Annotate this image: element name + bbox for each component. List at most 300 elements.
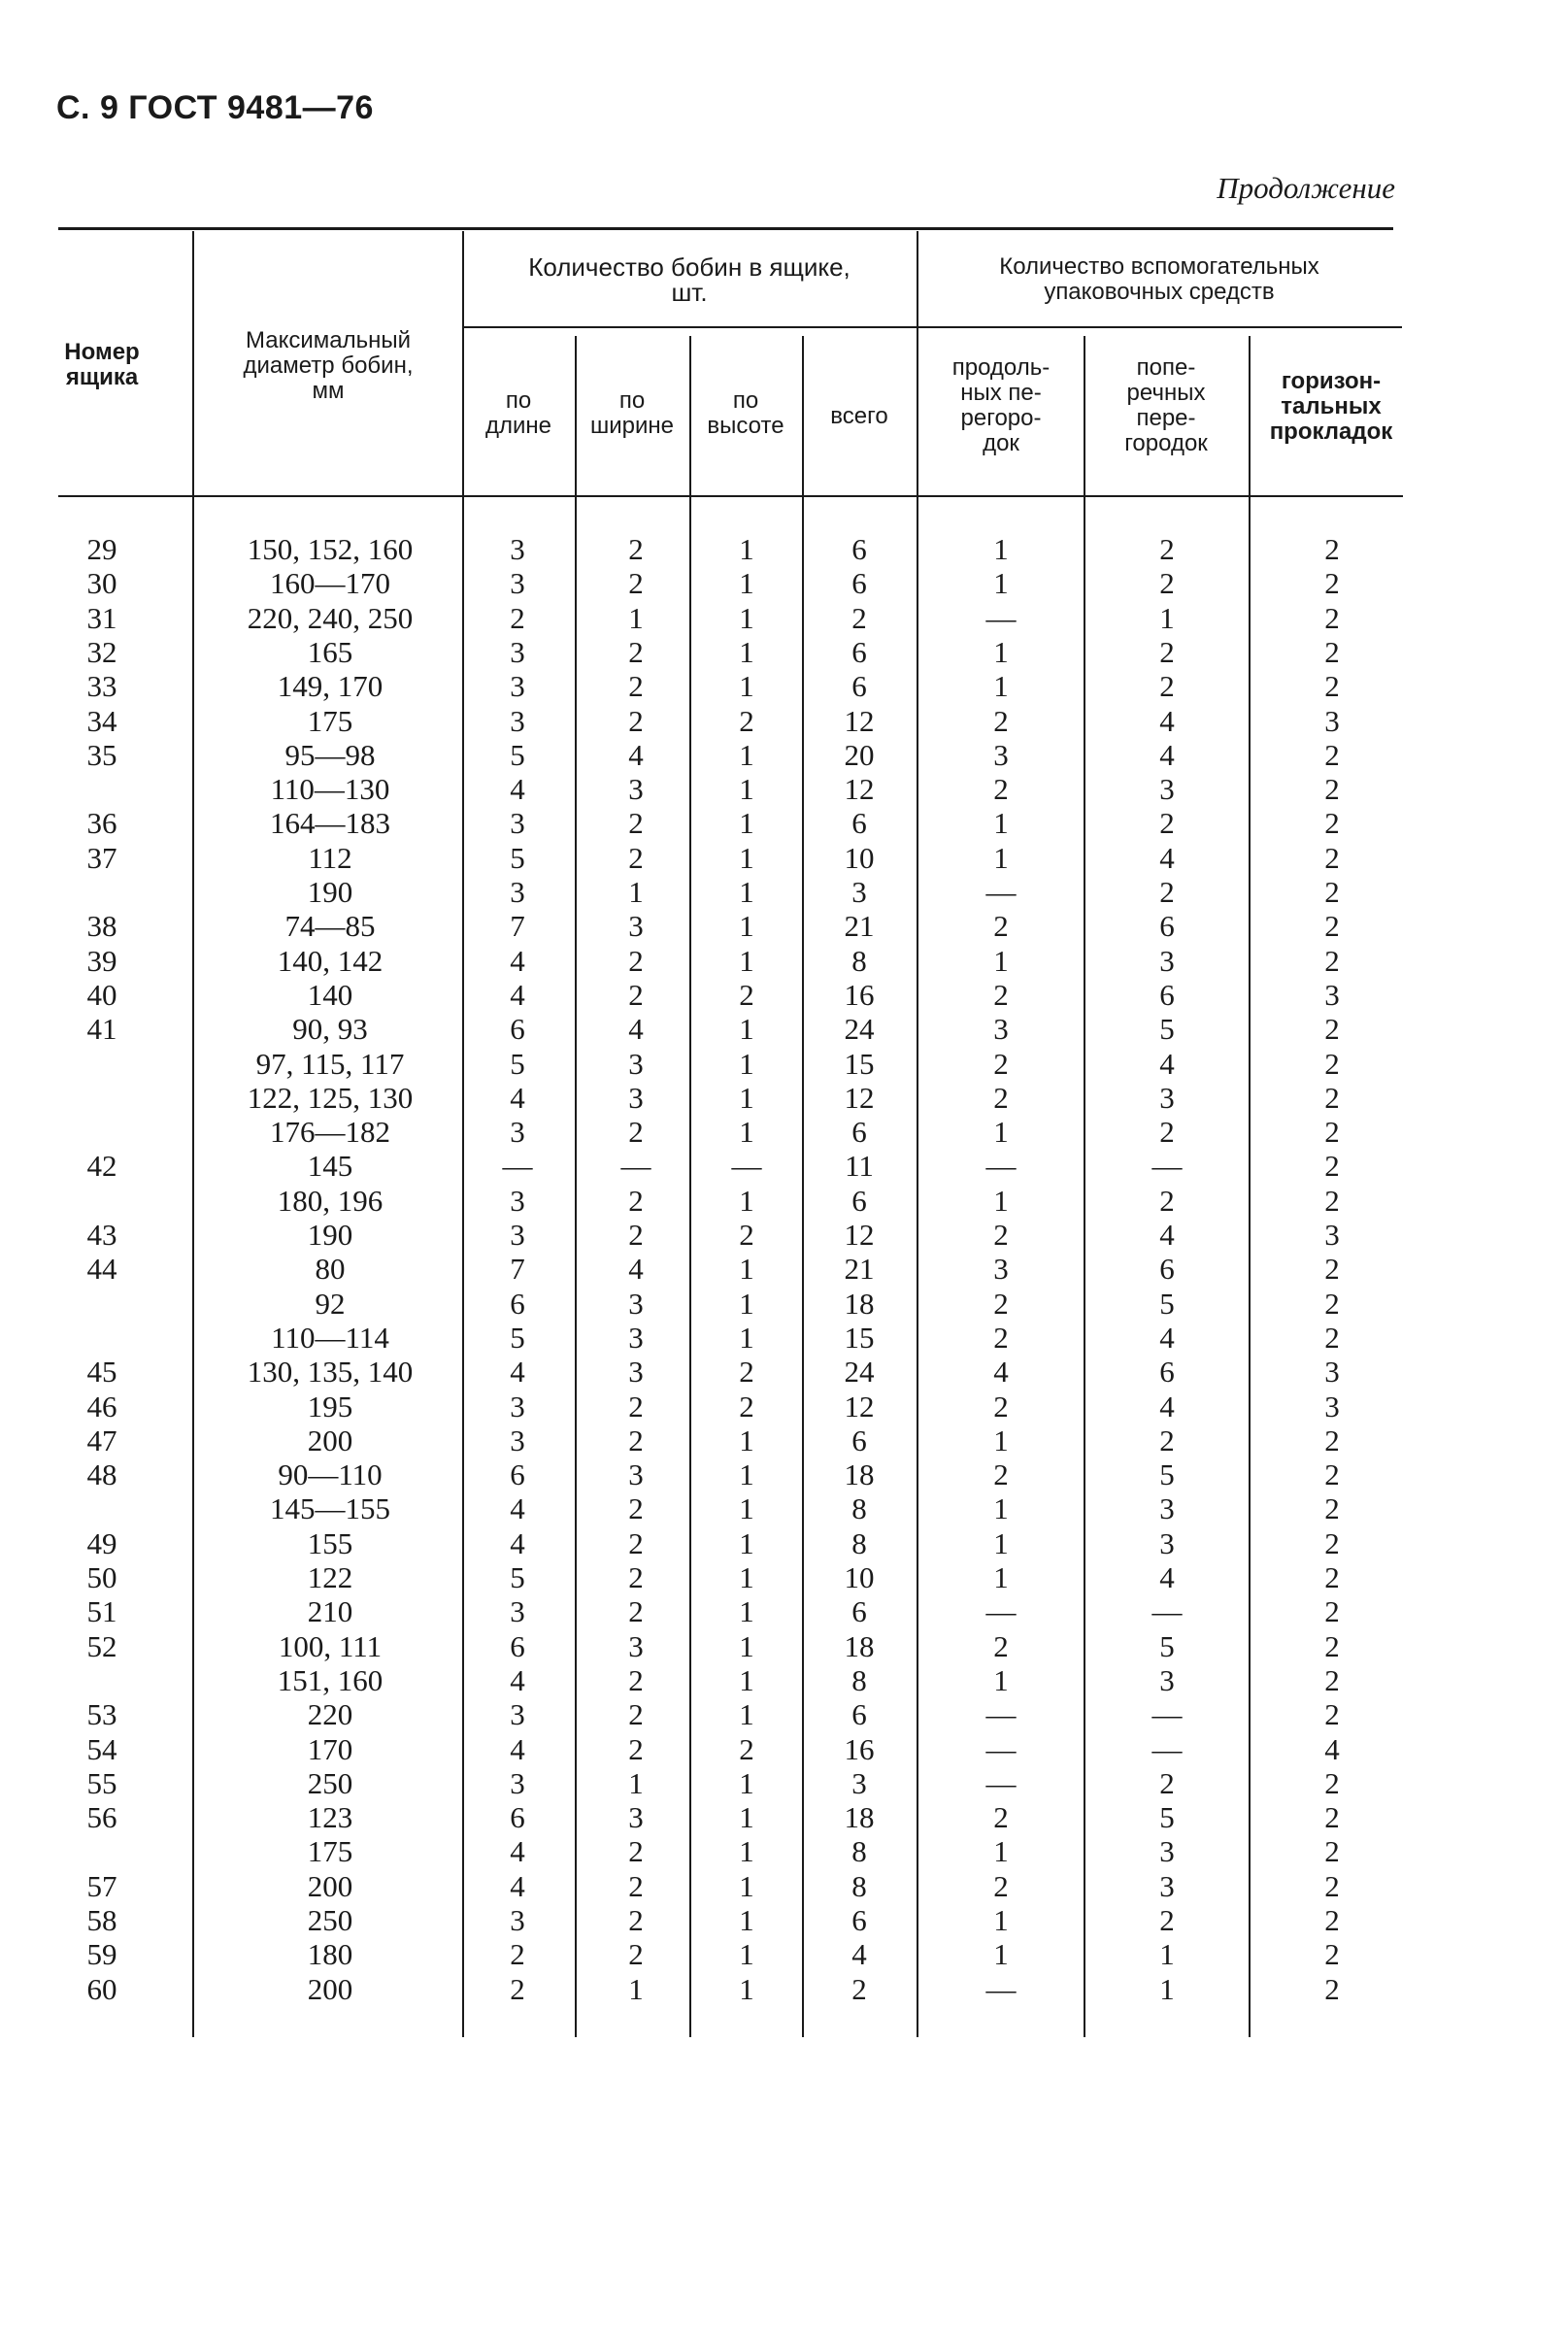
- count-by-height-cell: 1: [739, 1491, 754, 1526]
- count-by-height-cell: 1: [739, 1423, 754, 1457]
- box-number-cell: 29: [86, 532, 117, 566]
- transverse-partitions-cell: —: [1151, 1149, 1183, 1184]
- count-by-width-cell: 2: [628, 1183, 644, 1218]
- box-number-cell: [58, 1047, 146, 1081]
- count-total-cell: 6: [851, 1423, 867, 1457]
- max-diameter-cell: 195: [307, 1389, 353, 1423]
- transverse-partitions-cell: 4: [1159, 1389, 1175, 1423]
- count-by-width-cell: 3: [628, 1080, 644, 1115]
- count-by-height-cell: 1: [739, 1080, 754, 1115]
- count-by-height-cell: 1: [739, 1012, 754, 1047]
- transverse-partitions-cell: 3: [1159, 1662, 1175, 1697]
- count-by-length-cell: 5: [510, 1320, 525, 1355]
- count-by-width-cell: 2: [628, 1697, 644, 1732]
- longitudinal-partitions-cell: 1: [993, 1662, 1009, 1697]
- count-by-height-cell: 1: [739, 600, 754, 635]
- horizontal-spacers-cell: 2: [1324, 1046, 1340, 1081]
- box-number-cell: 40: [86, 977, 117, 1012]
- table-row: [0, 944, 1568, 978]
- horizontal-spacers-cell: 2: [1324, 1286, 1340, 1321]
- max-diameter-cell: 122: [307, 1560, 353, 1594]
- count-by-length-cell: 4: [510, 1868, 525, 1903]
- longitudinal-partitions-cell: 2: [993, 1389, 1009, 1423]
- max-diameter-cell: 123: [307, 1800, 353, 1835]
- count-by-length-cell: 7: [510, 909, 525, 944]
- longitudinal-partitions-cell: 1: [993, 1491, 1009, 1526]
- header-max-diameter: Максимальный диаметр бобин, мм: [243, 327, 414, 404]
- max-diameter-cell: 92: [315, 1286, 346, 1321]
- horizontal-spacers-cell: 2: [1324, 1697, 1340, 1732]
- transverse-partitions-cell: —: [1151, 1594, 1183, 1629]
- table-row: [0, 1766, 1568, 1800]
- transverse-partitions-cell: 2: [1159, 532, 1175, 566]
- count-total-cell: 6: [851, 566, 867, 601]
- longitudinal-partitions-cell: 4: [993, 1355, 1009, 1390]
- box-number-cell: 46: [86, 1389, 117, 1423]
- max-diameter-cell: 95—98: [284, 737, 376, 772]
- count-by-length-cell: 2: [510, 1937, 525, 1972]
- count-by-length-cell: 3: [510, 669, 525, 704]
- count-by-height-cell: 1: [739, 772, 754, 807]
- max-diameter-cell: 145: [307, 1149, 353, 1184]
- max-diameter-cell: 122, 125, 130: [247, 1080, 414, 1115]
- count-by-width-cell: 2: [628, 703, 644, 738]
- table-top-rule: [58, 227, 1393, 230]
- longitudinal-partitions-cell: 1: [993, 840, 1009, 875]
- transverse-partitions-cell: 6: [1159, 909, 1175, 944]
- transverse-partitions-cell: 4: [1159, 737, 1175, 772]
- transverse-partitions-cell: 2: [1159, 1903, 1175, 1937]
- count-by-length-cell: 3: [510, 1423, 525, 1457]
- max-diameter-cell: 151, 160: [277, 1662, 384, 1697]
- longitudinal-partitions-cell: —: [985, 1594, 1017, 1629]
- max-diameter-cell: 140: [307, 977, 353, 1012]
- table-row: [0, 1869, 1568, 1903]
- table-row: [0, 1390, 1568, 1423]
- count-by-height-cell: 1: [739, 1903, 754, 1937]
- box-number-cell: 33: [86, 669, 117, 704]
- longitudinal-partitions-cell: 2: [993, 1457, 1009, 1492]
- count-total-cell: 21: [844, 1252, 875, 1287]
- count-total-cell: 12: [844, 1080, 875, 1115]
- box-number-cell: [58, 1115, 146, 1149]
- count-by-height-cell: 1: [739, 669, 754, 704]
- table-row: [0, 1663, 1568, 1697]
- table-row: [0, 1629, 1568, 1663]
- table-row: [0, 1834, 1568, 1868]
- longitudinal-partitions-cell: —: [985, 1697, 1017, 1732]
- table-row: [0, 704, 1568, 738]
- table-row: [0, 1149, 1568, 1183]
- table-row: [0, 806, 1568, 840]
- max-diameter-cell: 90, 93: [292, 1012, 368, 1047]
- count-by-width-cell: 2: [628, 977, 644, 1012]
- count-by-height-cell: 2: [739, 977, 754, 1012]
- count-total-cell: 12: [844, 1218, 875, 1252]
- box-number-cell: [58, 772, 146, 806]
- count-total-cell: 16: [844, 977, 875, 1012]
- box-number-cell: 60: [86, 1971, 117, 2006]
- count-by-length-cell: 4: [510, 1662, 525, 1697]
- count-by-width-cell: 2: [628, 1834, 644, 1869]
- count-total-cell: 8: [851, 943, 867, 978]
- box-number-cell: 41: [86, 1012, 117, 1047]
- count-by-length-cell: 3: [510, 1903, 525, 1937]
- longitudinal-partitions-cell: —: [985, 875, 1017, 909]
- header-horizontal: горизон- тальных прокладок: [1269, 368, 1393, 445]
- count-by-height-cell: 2: [739, 1355, 754, 1390]
- transverse-partitions-cell: 2: [1159, 1115, 1175, 1150]
- count-by-width-cell: 2: [628, 1731, 644, 1766]
- longitudinal-partitions-cell: 1: [993, 566, 1009, 601]
- count-by-width-cell: 2: [628, 1218, 644, 1252]
- transverse-partitions-cell: 2: [1159, 806, 1175, 841]
- table-row: [0, 1184, 1568, 1218]
- count-by-height-cell: 1: [739, 634, 754, 669]
- longitudinal-partitions-cell: 1: [993, 532, 1009, 566]
- max-diameter-cell: 210: [307, 1594, 353, 1629]
- max-diameter-cell: 190: [307, 875, 353, 909]
- header-aux-group: Количество вспомогательных упаковочных средств: [999, 253, 1319, 305]
- table-row: [0, 1287, 1568, 1321]
- horizontal-spacers-cell: 2: [1324, 1491, 1340, 1526]
- count-by-height-cell: 1: [739, 1594, 754, 1629]
- count-total-cell: 8: [851, 1525, 867, 1560]
- max-diameter-cell: 200: [307, 1423, 353, 1457]
- transverse-partitions-cell: 6: [1159, 1252, 1175, 1287]
- count-by-length-cell: 2: [510, 1971, 525, 2006]
- box-number-cell: 31: [86, 600, 117, 635]
- horizontal-spacers-cell: 2: [1324, 1320, 1340, 1355]
- max-diameter-cell: 175: [307, 703, 353, 738]
- count-by-width-cell: 2: [628, 1525, 644, 1560]
- transverse-partitions-cell: 2: [1159, 566, 1175, 601]
- count-by-length-cell: 3: [510, 806, 525, 841]
- horizontal-spacers-cell: 2: [1324, 1252, 1340, 1287]
- longitudinal-partitions-cell: 2: [993, 1800, 1009, 1835]
- transverse-partitions-cell: 3: [1159, 772, 1175, 807]
- count-by-height-cell: 1: [739, 1560, 754, 1594]
- transverse-partitions-cell: 2: [1159, 1765, 1175, 1800]
- count-total-cell: 15: [844, 1320, 875, 1355]
- horizontal-spacers-cell: 2: [1324, 1971, 1340, 2006]
- header-total: всего: [830, 403, 888, 429]
- count-by-length-cell: 4: [510, 1525, 525, 1560]
- box-number-cell: 44: [86, 1252, 117, 1287]
- table-row: [0, 1697, 1568, 1731]
- count-total-cell: 2: [851, 1971, 867, 2006]
- horizontal-spacers-cell: 2: [1324, 1868, 1340, 1903]
- horizontal-spacers-cell: 2: [1324, 806, 1340, 841]
- max-diameter-cell: 149, 170: [277, 669, 384, 704]
- count-by-length-cell: 3: [510, 703, 525, 738]
- count-total-cell: 8: [851, 1834, 867, 1869]
- table-row: [0, 1491, 1568, 1525]
- count-by-height-cell: 1: [739, 909, 754, 944]
- max-diameter-cell: 130, 135, 140: [247, 1355, 414, 1390]
- header-longitudinal: продоль- ных пе- регоро- док: [951, 354, 1051, 456]
- count-by-length-cell: 3: [510, 532, 525, 566]
- table-row: [0, 1047, 1568, 1081]
- horizontal-spacers-cell: 2: [1324, 1800, 1340, 1835]
- count-by-width-cell: 2: [628, 532, 644, 566]
- longitudinal-partitions-cell: 2: [993, 772, 1009, 807]
- box-number-cell: [58, 1081, 146, 1115]
- count-by-width-cell: 3: [628, 1046, 644, 1081]
- table-row: [0, 1321, 1568, 1355]
- table-row: [0, 1355, 1568, 1389]
- table-row: [0, 738, 1568, 772]
- transverse-partitions-cell: 4: [1159, 1218, 1175, 1252]
- longitudinal-partitions-cell: 3: [993, 737, 1009, 772]
- table-row: [0, 566, 1568, 600]
- count-by-height-cell: 1: [739, 1971, 754, 2006]
- horizontal-spacers-cell: 2: [1324, 1662, 1340, 1697]
- table-row: [0, 1594, 1568, 1628]
- table-row: [0, 909, 1568, 943]
- count-by-length-cell: 4: [510, 977, 525, 1012]
- header-box-number: Номер ящика: [64, 339, 140, 390]
- transverse-partitions-cell: 6: [1159, 1355, 1175, 1390]
- max-diameter-cell: 145—155: [270, 1491, 390, 1526]
- count-by-width-cell: 4: [628, 1252, 644, 1287]
- box-number-cell: 59: [86, 1937, 117, 1972]
- longitudinal-partitions-cell: 1: [993, 806, 1009, 841]
- transverse-partitions-cell: 3: [1159, 1834, 1175, 1869]
- horizontal-spacers-cell: 2: [1324, 1765, 1340, 1800]
- box-number-cell: 55: [86, 1765, 117, 1800]
- count-by-height-cell: 1: [739, 875, 754, 909]
- box-number-cell: 43: [86, 1218, 117, 1252]
- max-diameter-cell: 155: [307, 1525, 353, 1560]
- count-total-cell: 6: [851, 634, 867, 669]
- horizontal-spacers-cell: 2: [1324, 943, 1340, 978]
- longitudinal-partitions-cell: 2: [993, 1218, 1009, 1252]
- horizontal-spacers-cell: 2: [1324, 1080, 1340, 1115]
- longitudinal-partitions-cell: 2: [993, 703, 1009, 738]
- count-total-cell: 12: [844, 772, 875, 807]
- count-by-length-cell: 4: [510, 1080, 525, 1115]
- count-by-width-cell: 3: [628, 1628, 644, 1663]
- count-by-length-cell: 6: [510, 1457, 525, 1492]
- table-row: [0, 601, 1568, 635]
- horizontal-spacers-cell: 3: [1324, 977, 1340, 1012]
- count-by-length-cell: 4: [510, 772, 525, 807]
- count-by-height-cell: 1: [739, 840, 754, 875]
- table-row: [0, 1423, 1568, 1457]
- count-total-cell: 10: [844, 840, 875, 875]
- max-diameter-cell: 150, 152, 160: [247, 532, 414, 566]
- max-diameter-cell: 220: [307, 1697, 353, 1732]
- max-diameter-cell: 90—110: [278, 1457, 383, 1492]
- count-by-height-cell: 1: [739, 1320, 754, 1355]
- transverse-partitions-cell: 2: [1159, 669, 1175, 704]
- horizontal-spacers-cell: 3: [1324, 1218, 1340, 1252]
- box-number-cell: 51: [86, 1594, 117, 1629]
- count-by-length-cell: 5: [510, 1560, 525, 1594]
- horizontal-spacers-cell: 2: [1324, 1903, 1340, 1937]
- max-diameter-cell: 165: [307, 634, 353, 669]
- count-total-cell: 6: [851, 669, 867, 704]
- table-row: [0, 1457, 1568, 1491]
- longitudinal-partitions-cell: 1: [993, 1560, 1009, 1594]
- longitudinal-partitions-cell: —: [985, 1765, 1017, 1800]
- count-by-height-cell: 2: [739, 703, 754, 738]
- count-by-height-cell: 1: [739, 532, 754, 566]
- count-by-height-cell: 1: [739, 1765, 754, 1800]
- longitudinal-partitions-cell: 3: [993, 1252, 1009, 1287]
- longitudinal-partitions-cell: 2: [993, 977, 1009, 1012]
- horizontal-spacers-cell: 2: [1324, 669, 1340, 704]
- box-number-cell: [58, 1287, 146, 1321]
- table-row: [0, 1937, 1568, 1971]
- box-number-cell: 49: [86, 1525, 117, 1560]
- header-group-divider: [462, 326, 1402, 328]
- horizontal-spacers-cell: 2: [1324, 1149, 1340, 1184]
- count-total-cell: 24: [844, 1355, 875, 1390]
- box-number-cell: 48: [86, 1457, 117, 1492]
- max-diameter-cell: 220, 240, 250: [247, 600, 414, 635]
- longitudinal-partitions-cell: 1: [993, 1183, 1009, 1218]
- max-diameter-cell: 110—114: [271, 1320, 389, 1355]
- transverse-partitions-cell: 5: [1159, 1800, 1175, 1835]
- longitudinal-partitions-cell: —: [985, 1149, 1017, 1184]
- transverse-partitions-cell: 1: [1159, 600, 1175, 635]
- horizontal-spacers-cell: 2: [1324, 1560, 1340, 1594]
- count-total-cell: 10: [844, 1560, 875, 1594]
- count-by-length-cell: 7: [510, 1252, 525, 1287]
- horizontal-spacers-cell: 2: [1324, 1012, 1340, 1047]
- count-by-width-cell: 2: [628, 1491, 644, 1526]
- transverse-partitions-cell: 3: [1159, 1491, 1175, 1526]
- transverse-partitions-cell: 4: [1159, 840, 1175, 875]
- count-by-width-cell: 2: [628, 1868, 644, 1903]
- count-by-length-cell: 4: [510, 1491, 525, 1526]
- table-row: [0, 1115, 1568, 1149]
- count-total-cell: 20: [844, 737, 875, 772]
- count-by-length-cell: 4: [510, 1731, 525, 1766]
- box-number-cell: 47: [86, 1423, 117, 1457]
- count-total-cell: 6: [851, 1594, 867, 1629]
- max-diameter-cell: 110—130: [270, 772, 390, 807]
- count-by-width-cell: 3: [628, 1457, 644, 1492]
- count-by-width-cell: 3: [628, 1286, 644, 1321]
- count-by-length-cell: 4: [510, 943, 525, 978]
- table-row: [0, 1252, 1568, 1286]
- count-by-width-cell: 3: [628, 1320, 644, 1355]
- count-by-length-cell: 4: [510, 1355, 525, 1390]
- box-number-cell: [58, 1663, 146, 1697]
- count-total-cell: 24: [844, 1012, 875, 1047]
- count-by-length-cell: 6: [510, 1628, 525, 1663]
- longitudinal-partitions-cell: 1: [993, 634, 1009, 669]
- transverse-partitions-cell: 2: [1159, 875, 1175, 909]
- table-row: [0, 841, 1568, 875]
- count-total-cell: 6: [851, 532, 867, 566]
- box-number-cell: [58, 1491, 146, 1525]
- count-by-height-cell: 1: [739, 1183, 754, 1218]
- count-by-width-cell: 1: [628, 1765, 644, 1800]
- table-row: [0, 978, 1568, 1012]
- transverse-partitions-cell: 5: [1159, 1286, 1175, 1321]
- longitudinal-partitions-cell: 2: [993, 1286, 1009, 1321]
- count-by-width-cell: 2: [628, 1937, 644, 1972]
- count-by-length-cell: 6: [510, 1800, 525, 1835]
- count-by-height-cell: 1: [739, 737, 754, 772]
- horizontal-spacers-cell: 2: [1324, 600, 1340, 635]
- count-by-length-cell: 5: [510, 1046, 525, 1081]
- horizontal-spacers-cell: 3: [1324, 703, 1340, 738]
- count-by-height-cell: 1: [739, 566, 754, 601]
- count-by-height-cell: 1: [739, 1457, 754, 1492]
- count-by-height-cell: 1: [739, 1868, 754, 1903]
- count-by-width-cell: 2: [628, 1560, 644, 1594]
- count-by-length-cell: 3: [510, 566, 525, 601]
- count-by-height-cell: 1: [739, 1800, 754, 1835]
- count-by-height-cell: 1: [739, 1662, 754, 1697]
- box-number-cell: 53: [86, 1697, 117, 1732]
- max-diameter-cell: 175: [307, 1834, 353, 1869]
- transverse-partitions-cell: 3: [1159, 1525, 1175, 1560]
- table-row: [0, 772, 1568, 806]
- count-total-cell: 12: [844, 1389, 875, 1423]
- longitudinal-partitions-cell: 2: [993, 1628, 1009, 1663]
- count-by-length-cell: 3: [510, 1183, 525, 1218]
- count-by-height-cell: 1: [739, 1834, 754, 1869]
- horizontal-spacers-cell: 2: [1324, 566, 1340, 601]
- transverse-partitions-cell: —: [1151, 1697, 1183, 1732]
- count-by-width-cell: 2: [628, 1903, 644, 1937]
- count-by-height-cell: 1: [739, 1525, 754, 1560]
- table-row: [0, 669, 1568, 703]
- count-by-height-cell: —: [731, 1149, 762, 1184]
- box-number-cell: 45: [86, 1355, 117, 1390]
- count-by-width-cell: —: [620, 1149, 651, 1184]
- count-by-width-cell: 1: [628, 600, 644, 635]
- longitudinal-partitions-cell: 2: [993, 909, 1009, 944]
- count-by-height-cell: 1: [739, 1628, 754, 1663]
- count-total-cell: 8: [851, 1491, 867, 1526]
- count-total-cell: 8: [851, 1662, 867, 1697]
- longitudinal-partitions-cell: 2: [993, 1320, 1009, 1355]
- count-by-height-cell: 2: [739, 1218, 754, 1252]
- count-by-width-cell: 2: [628, 1423, 644, 1457]
- box-number-cell: 57: [86, 1868, 117, 1903]
- count-total-cell: 3: [851, 875, 867, 909]
- max-diameter-cell: 190: [307, 1218, 353, 1252]
- longitudinal-partitions-cell: 1: [993, 943, 1009, 978]
- count-by-length-cell: 3: [510, 1389, 525, 1423]
- table-row: [0, 1732, 1568, 1766]
- longitudinal-partitions-cell: —: [985, 600, 1017, 635]
- horizontal-spacers-cell: 4: [1324, 1731, 1340, 1766]
- header-transverse: попе- речных пере- городок: [1124, 354, 1208, 456]
- transverse-partitions-cell: 4: [1159, 1560, 1175, 1594]
- header-by-height: по высоте: [707, 387, 784, 439]
- count-by-width-cell: 2: [628, 840, 644, 875]
- count-by-width-cell: 4: [628, 737, 644, 772]
- count-by-length-cell: 3: [510, 875, 525, 909]
- count-by-length-cell: 3: [510, 634, 525, 669]
- count-total-cell: 2: [851, 600, 867, 635]
- horizontal-spacers-cell: 2: [1324, 772, 1340, 807]
- table-row: [0, 635, 1568, 669]
- max-diameter-cell: 250: [307, 1765, 353, 1800]
- count-by-height-cell: 1: [739, 1937, 754, 1972]
- count-by-length-cell: 5: [510, 737, 525, 772]
- horizontal-spacers-cell: 2: [1324, 737, 1340, 772]
- table-row: [0, 1218, 1568, 1252]
